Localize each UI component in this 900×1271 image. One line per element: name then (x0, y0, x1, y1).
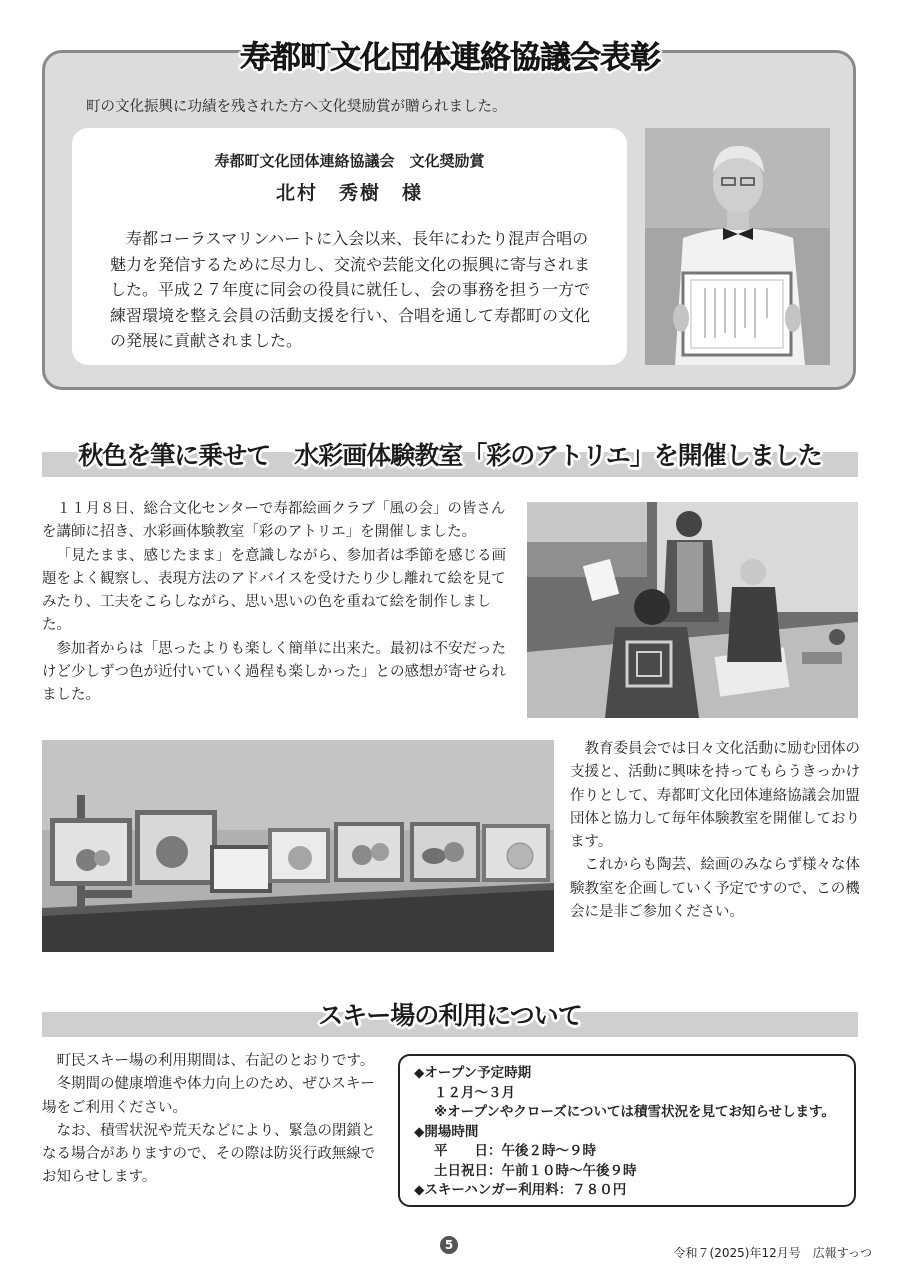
award-section-title: 寿都町文化団体連絡協議会表彰 (240, 40, 660, 76)
ski-info-box (398, 1054, 856, 1207)
watercolor-paragraph: 「見たまま、感じたまま」を意識しながら、参加者は季節を感じる画題をよく観察し、表現方法のアドバイスを受けたり少し離れて絵を見てみたり、工夫をこらしながら、思い思いの色を重ねて絵を制作しました。 (42, 547, 506, 634)
award-name: 寿都町文化団体連絡協議会 文化奨励賞 (214, 152, 485, 170)
watercolor-paragraph: 教育委員会では日々文化活動に励む団体の支援と、活動に興味を持ってもらうきっかけ作りとして、寿都町文化団体連絡協議会加盟団体と協力して毎年体験教室を開催しております。 (570, 741, 860, 851)
ski-paragraph: 冬期間の健康増進や体力向上のため、ぜひスキー場をご利用ください。 (42, 1076, 375, 1116)
hanger-fee: ◆スキーハンガー利用料：７８０円 (414, 1182, 627, 1198)
ski-text (42, 1050, 378, 1190)
award-recipient: 北村 秀樹 様 (275, 182, 423, 204)
workshop-photo (527, 502, 858, 718)
open-period-heading: ◆オープン予定時期 (414, 1065, 532, 1081)
open-period: １２月～３月 (434, 1084, 515, 1101)
award-card (72, 128, 627, 365)
watercolor-text-2 (570, 738, 860, 924)
ski-section-title: スキー場の利用について (318, 1001, 582, 1030)
page-number: 5 (440, 1236, 458, 1254)
watercolor-paragraph: １１月８日、総合文化センターで寿都絵画クラブ「風の会」の皆さんを講師に招き、水彩画体験教室「彩のアトリエ」を開催しました。 (42, 501, 506, 541)
weekday-hours: 平 日：午後２時～９時 (434, 1143, 596, 1159)
watercolor-section-title: 秋色を筆に乗せて 水彩画体験教室「彩のアトリエ」を開催しました (78, 441, 822, 470)
open-note: ※オープンやクローズについては積雪状況を見てお知らせします。 (434, 1104, 835, 1120)
ski-paragraph: なお、積雪状況や荒天などにより、緊急の閉鎖となる場合がありますので、その際は防災行政無線でお知らせします。 (42, 1122, 376, 1186)
recipient-photo (645, 128, 830, 365)
watercolor-text (42, 498, 516, 708)
issue-info: 令和７(2025)年12月号 広報すっつ (673, 1246, 872, 1260)
ski-paragraph: 町民スキー場の利用期間は、右記のとおりです。 (56, 1053, 375, 1069)
hours-heading: ◆開場時間 (414, 1123, 479, 1140)
weekend-hours: 土日祝日：午前１０時～午後９時 (434, 1162, 637, 1179)
award-intro: 町の文化振興に功績を残された方へ文化奨励賞が贈られました。 (86, 99, 507, 115)
watercolor-paragraph: これからも陶芸、絵画のみならず様々な体験教室を企画していく予定ですので、この機会に是非ご参加ください。 (570, 857, 860, 921)
award-body: 寿都コーラスマリンハートに入会以来、長年にわたり混声合唱の魅力を発信するために尽力し、交流や芸能文化の振興に寄与されました。平成２７年度に同会の役員に就任し、会の事務を担う一方で練習環境を整え会員の活動支援を行い、合唱を通して寿都町の文化の発展に貢献されました。 (110, 229, 591, 350)
watercolor-paragraph: 参加者からは「思ったよりも楽しく簡単に出来た。最初は不安だったけど少しずつ色が近付いていく過程も楽しかった」との感想が寄せられました。 (42, 640, 506, 704)
paintings-photo (42, 740, 554, 952)
